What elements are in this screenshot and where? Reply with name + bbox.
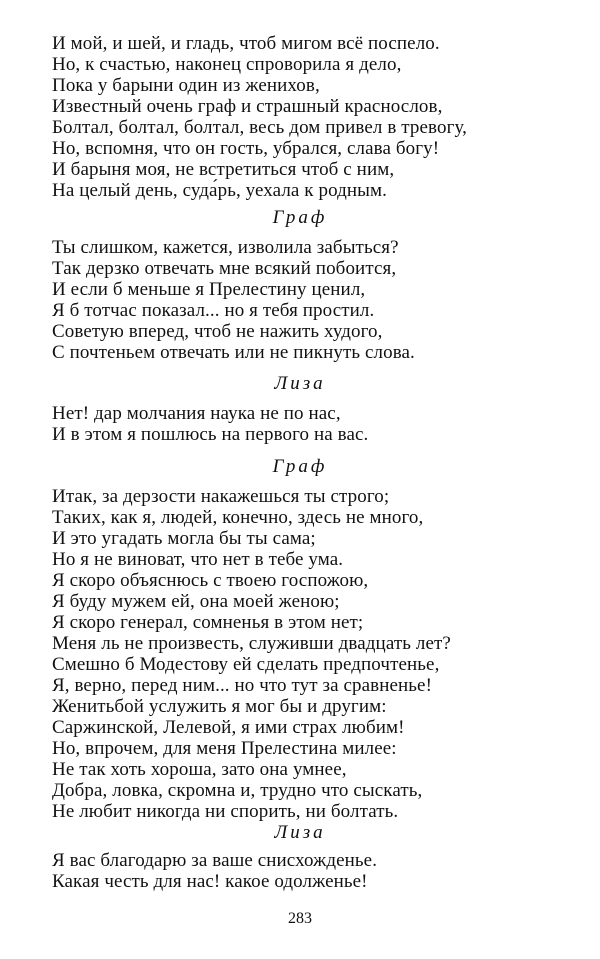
verse-line: Но, вспомня, что он гость, убрался, слава богу! bbox=[52, 138, 440, 159]
verse-block-4 bbox=[52, 486, 451, 822]
verse-block-1 bbox=[52, 33, 467, 201]
speaker-heading: Граф bbox=[272, 207, 328, 228]
verse-line: С почтеньем отвечать или не пикнуть слова. bbox=[52, 342, 415, 363]
verse-line: Саржинской, Лелевой, я ими страх любим! bbox=[52, 717, 405, 738]
verse-line: Но, к счастью, наконец спроворила я дело, bbox=[52, 54, 402, 75]
verse-line: Пока у барыни один из женихов, bbox=[52, 75, 320, 96]
page-number: 283 bbox=[288, 910, 312, 927]
verse-line: Я буду мужем ей, она моей женою; bbox=[52, 591, 340, 612]
verse-line: Так дерзко отвечать мне всякий побоится, bbox=[52, 258, 397, 279]
verse-line: И в этом я пошлюсь на первого на вас. bbox=[52, 424, 369, 445]
verse-line: Смешно б Модестову ей сделать предпочтенье, bbox=[52, 654, 440, 675]
verse-line: Но я не виноват, что нет в тебе ума. bbox=[52, 549, 344, 570]
verse-line: Я скоро генерал, сомненья в этом нет; bbox=[52, 612, 364, 633]
verse-line: Я, верно, перед ним... но что тут за сравненье! bbox=[52, 675, 432, 696]
verse-line: Не любит никогда ни спорить, ни болтать. bbox=[52, 801, 399, 822]
verse-line: Таких, как я, людей, конечно, здесь не много, bbox=[52, 507, 424, 528]
verse-block-5 bbox=[52, 850, 377, 892]
verse-line: И если б меньше я Прелестину ценил, bbox=[52, 279, 366, 300]
verse-line: Я скоро объяснюсь с твоею госпожою, bbox=[52, 570, 369, 591]
verse-line: Какая честь для нас! какое одолженье! bbox=[52, 871, 368, 892]
verse-line: Я б тотчас показал... но я тебя простил. bbox=[52, 300, 375, 321]
verse-line: Но, впрочем, для меня Прелестина милее: bbox=[52, 738, 397, 759]
speaker-heading: Лиза bbox=[274, 822, 326, 843]
verse-line: И мой, и шей, и гладь, чтоб мигом всё поспело. bbox=[52, 33, 440, 54]
verse-line: Меня ль не произвесть, служивши двадцать лет? bbox=[52, 633, 451, 654]
verse-line: Болтал, болтал, болтал, весь дом привел в тревогу, bbox=[52, 117, 468, 138]
verse-block-3 bbox=[52, 403, 368, 445]
verse-line: Итак, за дерзости накажешься ты строго; bbox=[52, 486, 390, 507]
speaker-heading: Лиза bbox=[274, 373, 326, 394]
verse-line: Известный очень граф и страшный краснослов, bbox=[52, 96, 443, 117]
verse-line: Нет! дар молчания наука не по нас, bbox=[52, 403, 341, 424]
verse-line: Ты слишком, кажется, изволила забыться? bbox=[52, 237, 399, 258]
verse-line: И это угадать могла бы ты сама; bbox=[52, 528, 316, 549]
verse-line: Женитьбой услужить я мог бы и другим: bbox=[52, 696, 387, 717]
verse-line: И барыня моя, не встретиться чтоб с ним, bbox=[52, 159, 395, 180]
verse-line: Не так хоть хороша, зато она умнее, bbox=[52, 759, 347, 780]
verse-line: Советую вперед, чтоб не нажить худого, bbox=[52, 321, 383, 342]
verse-line: На целый день, суда́рь, уехала к родным. bbox=[52, 180, 388, 201]
verse-line: Добра, ловка, скромна и, трудно что сыскать, bbox=[52, 780, 423, 801]
verse-line: Я вас благодарю за ваше снисхожденье. bbox=[52, 850, 378, 871]
verse-block-2 bbox=[52, 237, 415, 363]
speaker-heading: Граф bbox=[272, 456, 328, 477]
